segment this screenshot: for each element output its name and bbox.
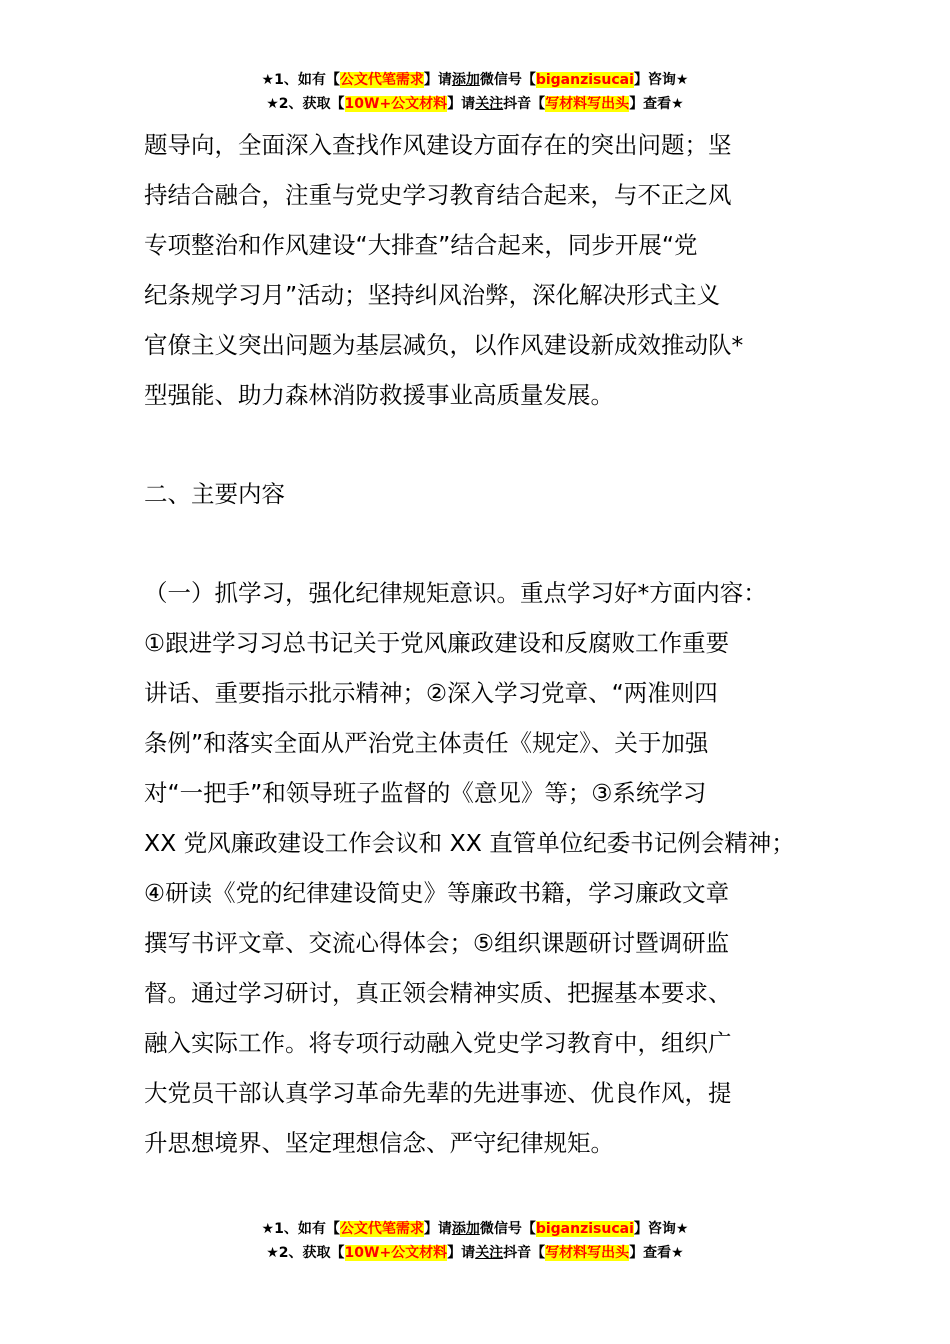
- paragraph-line: 专项整治和作风建设“大排查”结合起来，同步开展“党: [144, 231, 698, 259]
- banner-text: 】查看★: [629, 1245, 684, 1261]
- paragraph-line: 条例”和落实全面从严治党主体责任《规定》、关于加强: [144, 729, 709, 757]
- banner-line-1: [0, 68, 950, 92]
- banner-text: ★1、如有【: [261, 72, 340, 88]
- banner-highlight: 写材料写出头: [545, 96, 630, 112]
- paragraph-line: 对“一把手”和领导班子监督的《意见》等；③系统学习: [144, 779, 707, 807]
- paragraph-line: 官僚主义突出问题为基层减负，以作风建设新成效推动队*: [144, 331, 744, 359]
- banner-highlight: biganzisucai: [535, 72, 634, 88]
- banner-line-2: [0, 1241, 950, 1265]
- banner-highlight: biganzisucai: [535, 1221, 634, 1237]
- banner-line-1: [0, 1217, 950, 1241]
- paragraph-line: 撰写书评文章、交流心得体会；⑤组织课题研讨暨调研监: [144, 929, 730, 957]
- paragraph-line: 大党员干部认真学习革命先辈的先进事迹、优良作风，提: [144, 1079, 732, 1107]
- banner-underline: 添加: [451, 72, 480, 88]
- banner-text: 】查看★: [629, 96, 684, 112]
- banner-highlight: 公文代笔需求: [339, 1221, 424, 1237]
- banner-highlight: 写材料写出头: [545, 1245, 630, 1261]
- banner-line-2: [0, 92, 950, 116]
- paragraph-line: 题导向，全面深入查找作风建设方面存在的突出问题；坚: [144, 131, 732, 159]
- paragraph-line: 升思想境界、坚定理想信念、严守纪律规矩。: [144, 1129, 614, 1157]
- paragraph-line: ④研读《党的纪律建设简史》等廉政书籍，学习廉政文章: [144, 879, 730, 907]
- banner-highlight: 10W+公文材料: [344, 1245, 448, 1261]
- banner-text: 抖音【: [503, 96, 546, 112]
- banner-text: 】请: [423, 1221, 452, 1237]
- banner-underline: 关注: [475, 96, 504, 112]
- paragraph-line: 纪条规学习月”活动；坚持纠风治弊，深化解决形式主义: [144, 281, 721, 309]
- paragraph-line: XX 党风廉政建设工作会议和 XX 直管单位纪委书记例会精神；: [144, 829, 795, 857]
- banner-text: 】请: [423, 72, 452, 88]
- section-heading-text: 二、主要内容: [144, 480, 285, 508]
- banner-text: 抖音【: [503, 1245, 546, 1261]
- banner-underline: 添加: [451, 1221, 480, 1237]
- banner-text: ★2、获取【: [266, 1245, 345, 1261]
- paragraph-line: 型强能、助力森林消防救援事业高质量发展。: [144, 381, 614, 409]
- paragraph-line: （一）抓学习，强化纪律规矩意识。重点学习好*方面内容：: [144, 579, 767, 607]
- paragraph-line: 融入实际工作。将专项行动融入党史学习教育中，组织广: [144, 1029, 732, 1057]
- body-paragraph: [144, 568, 844, 1168]
- banner-text: 微信号【: [479, 1221, 536, 1237]
- paragraph-line: 讲话、重要指示批示精神；②深入学习党章、“两准则四: [144, 679, 718, 707]
- banner-text: 】请: [447, 1245, 476, 1261]
- banner-text: 】咨询★: [633, 1221, 689, 1237]
- paragraph-line: ①跟进学习习总书记关于党风廉政建设和反腐败工作重要: [144, 629, 730, 657]
- paragraph-line: 持结合融合，注重与党史学习教育结合起来，与不正之风: [144, 181, 732, 209]
- banner-text: 】请: [447, 96, 476, 112]
- banner-underline: 关注: [475, 1245, 504, 1261]
- banner-text: ★2、获取【: [266, 96, 345, 112]
- banner-highlight: 公文代笔需求: [339, 72, 424, 88]
- intro-paragraph: [144, 120, 844, 420]
- section-heading: [144, 469, 844, 519]
- banner-text: 】咨询★: [633, 72, 689, 88]
- header-banner: [0, 68, 950, 116]
- paragraph-line: 督。通过学习研讨，真正领会精神实质、把握基本要求、: [144, 979, 732, 1007]
- footer-banner: [0, 1217, 950, 1265]
- banner-highlight: 10W+公文材料: [344, 96, 448, 112]
- banner-text: 微信号【: [479, 72, 536, 88]
- banner-text: ★1、如有【: [261, 1221, 340, 1237]
